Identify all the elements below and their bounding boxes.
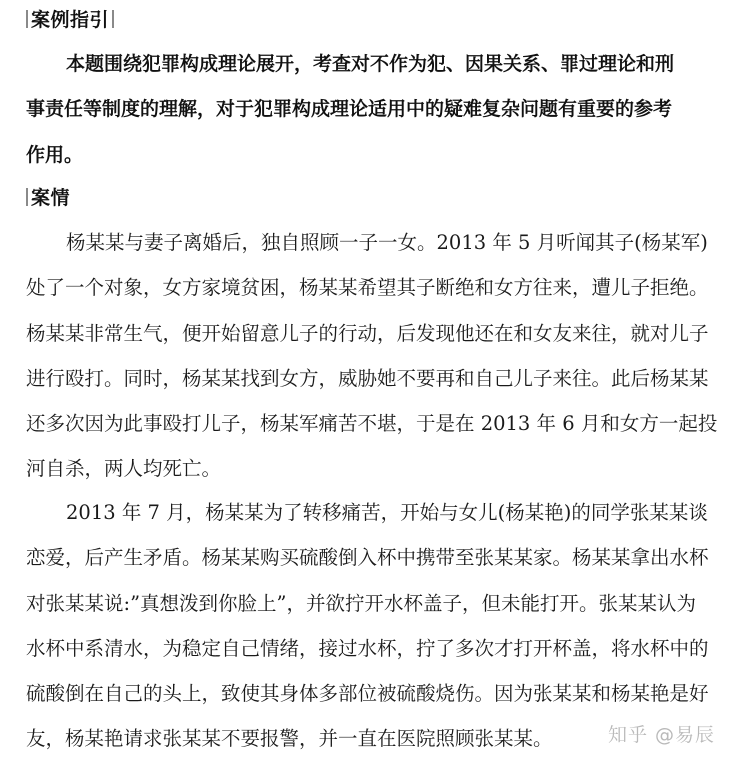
case-line: 河自杀，两人均死亡。 [26, 457, 222, 481]
case-heading [26, 185, 70, 211]
case-line: 处了一个对象，女方家境贫困，杨某某希望其子断绝和女方往来，遭儿子拒绝。 [26, 276, 709, 300]
zhihu-watermark: 知乎 @易辰 [608, 724, 716, 746]
case-line: 进行殴打。同时，杨某某找到女方，威胁她不要再和自己儿子来往。此后杨某某 [26, 366, 709, 390]
guide-line: 作用。 [26, 143, 84, 166]
case-paragraph-1 [26, 220, 716, 492]
case-line: 对张某某说:”真想泼到你脸上”，并欲拧开水杯盖子，但未能打开。张某某认为 [26, 591, 697, 615]
heading-bar-left [26, 10, 28, 28]
guide-heading-text: 案例指引 [31, 9, 110, 31]
case-heading-text: 案情 [31, 187, 71, 209]
case-line: 硫酸倒在自己的头上，致使其身体多部位被硫酸烧伤。因为张某某和杨某艳是好 [26, 682, 709, 706]
case-line: 还多次因为此事殴打儿子，杨某军痛苦不堪，于是在 2013 年 6 月和女方一起投 [26, 412, 718, 436]
case-line: 水杯中系清水，为稳定自己情绪，接过水杯，拧了多次才打开杯盖，将水杯中的 [26, 636, 709, 660]
case-line: 杨某某与妻子离婚后，独自照顾一子一女。2013 年 5 月听闻其子(杨某军) [66, 231, 708, 254]
case-line: 友，杨某艳请求张某某不要报警，并一直在医院照顾张某某。 [26, 727, 553, 751]
guide-line: 事责任等制度的理解，对于犯罪构成理论适用中的疑难复杂问题有重要的参考 [26, 98, 673, 121]
guide-line: 本题围绕犯罪构成理论展开，考查对不作为犯、因果关系、罪过理论和刑 [66, 53, 675, 75]
case-line: 杨某某非常生气，便开始留意儿子的行动，后发现他还在和女友来往，就对儿子 [26, 321, 709, 345]
guide-paragraph [26, 42, 716, 178]
heading-bar-right [112, 10, 114, 28]
case-line: 恋爱，后产生矛盾。杨某某购买硫酸倒入杯中携带至张某某家。杨某某拿出水杯 [26, 546, 709, 570]
guide-heading [26, 7, 114, 33]
heading-bar-left [26, 188, 28, 206]
case-line: 2013 年 7 月，杨某某为了转移痛苦，开始与女儿(杨某艳)的同学张某某谈 [66, 501, 708, 524]
